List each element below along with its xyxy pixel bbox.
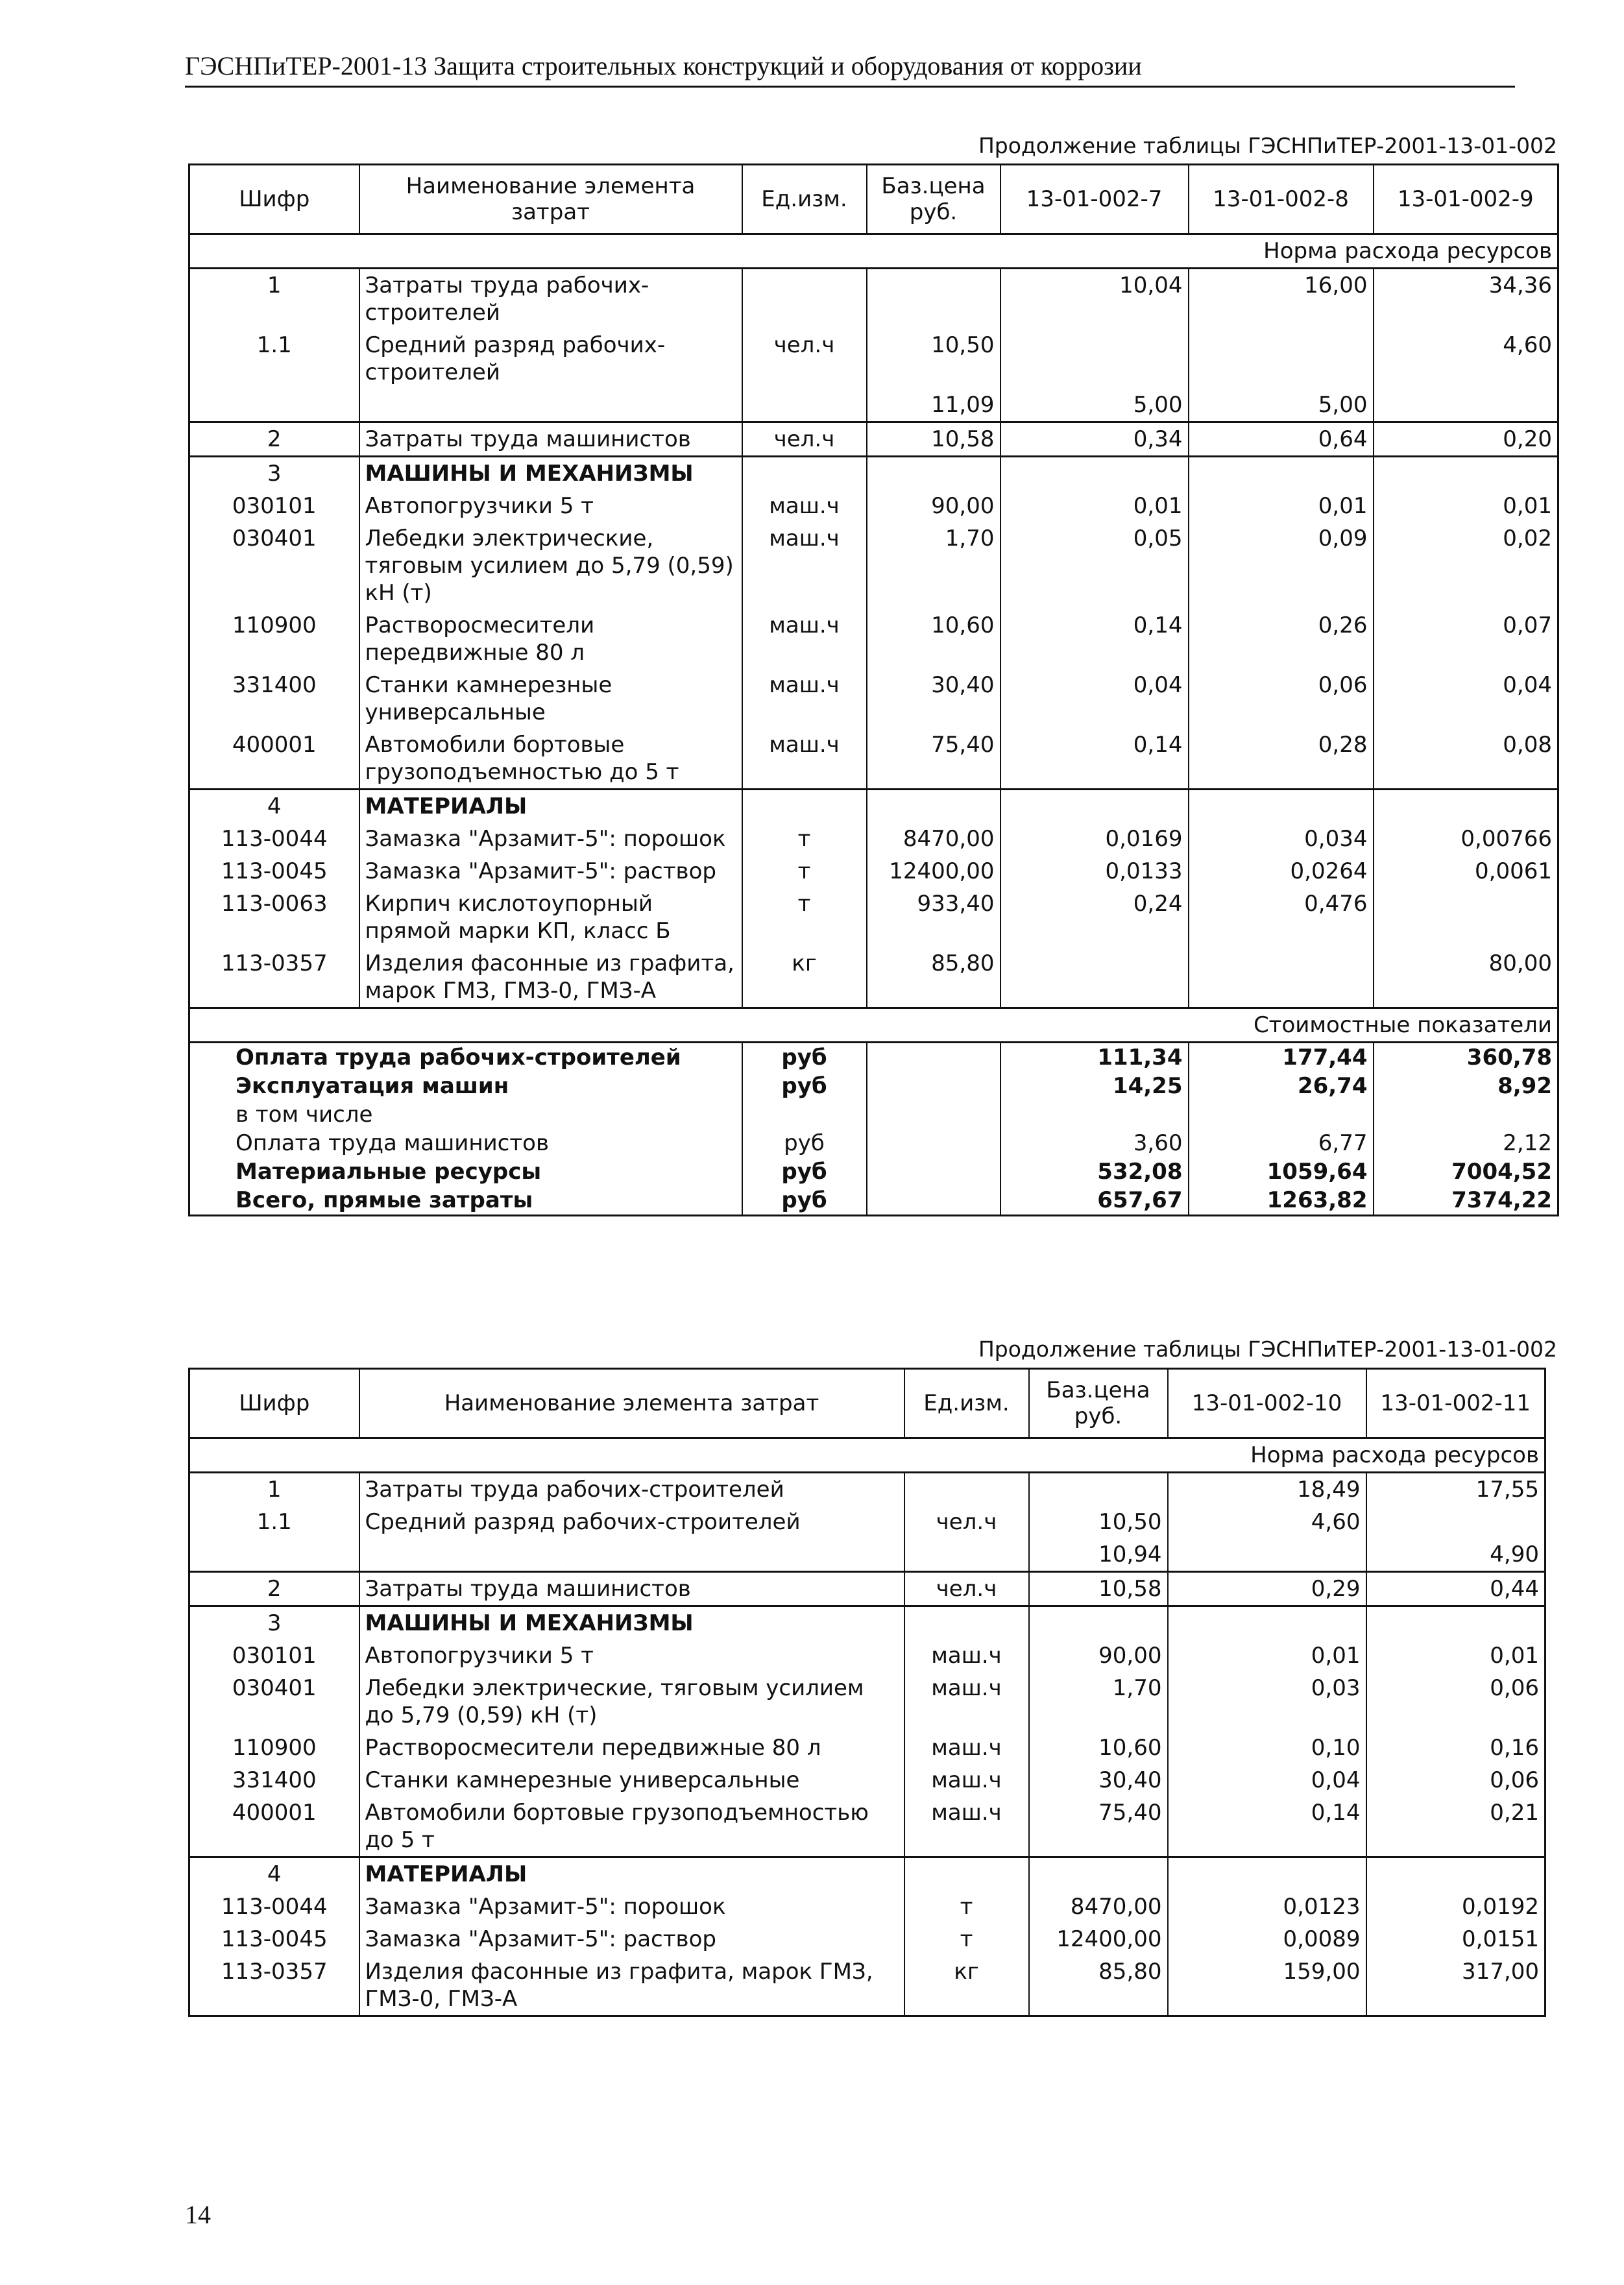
row-price: 1,70 — [867, 522, 1000, 609]
table-row — [189, 609, 1558, 669]
cost-row-value: 1059,64 — [1189, 1157, 1374, 1186]
col-header-unit: Ед.изм. — [904, 1369, 1029, 1438]
table-row — [189, 1764, 1545, 1796]
row-unit: т — [742, 823, 867, 855]
cost-row — [189, 1129, 1558, 1157]
row-unit: т — [904, 1891, 1029, 1923]
row-value: 0,20 — [1374, 422, 1558, 457]
table-row — [189, 729, 1558, 790]
table-row — [189, 855, 1558, 888]
row-name: Автопогрузчики 5 т — [359, 490, 742, 522]
row-value — [1374, 790, 1558, 823]
cost-row-value: 177,44 — [1189, 1043, 1374, 1072]
row-price — [867, 790, 1000, 823]
table-row — [189, 669, 1558, 729]
col-header-price: Баз.цена руб. — [867, 165, 1000, 234]
row-code: 4 — [189, 1857, 359, 1891]
row-code: 113-0357 — [189, 1955, 359, 2016]
col-header-variant: 13-01-002-11 — [1366, 1369, 1545, 1438]
row-value — [1168, 1857, 1366, 1891]
row-unit — [904, 1473, 1029, 1506]
row-price: 10,60 — [1029, 1732, 1168, 1764]
row-price: 30,40 — [867, 669, 1000, 729]
row-code: 1 — [189, 1473, 359, 1506]
page-header: ГЭСНПиТЕР-2001-13 Защита строительных конструкций и оборудования от коррозии — [185, 51, 1142, 80]
cost-row — [189, 1186, 1558, 1216]
row-name: Автопогрузчики 5 т — [359, 1639, 904, 1672]
row-value: 0,01 — [1168, 1639, 1366, 1672]
row-code: 331400 — [189, 1764, 359, 1796]
row-price: 85,80 — [1029, 1955, 1168, 2016]
row-value — [1000, 790, 1189, 823]
row-price: 12400,00 — [1029, 1923, 1168, 1955]
row-code: 113-0044 — [189, 1891, 359, 1923]
table2-caption: Продолжение таблицы ГЭСНПиТЕР-2001-13-01-002 — [978, 1336, 1557, 1362]
table-row — [189, 269, 1558, 330]
row-unit — [742, 790, 867, 823]
cost-row-label: Эксплуатация машин — [189, 1072, 742, 1100]
row-value — [1366, 1606, 1545, 1640]
table-row — [189, 1672, 1545, 1732]
row-unit: кг — [742, 947, 867, 1008]
row-code: 331400 — [189, 669, 359, 729]
row-value: 10,04 — [1000, 269, 1189, 330]
row-value: 0,21 — [1366, 1796, 1545, 1857]
table-row — [189, 1891, 1545, 1923]
row-unit: маш.ч — [742, 729, 867, 790]
cost-row-unit: руб — [742, 1072, 867, 1100]
row-code: 400001 — [189, 1796, 359, 1857]
row-name: Средний разряд рабочих-строителей — [359, 329, 742, 389]
row-code — [189, 389, 359, 422]
row-code: 1 — [189, 269, 359, 330]
row-code: 110900 — [189, 1732, 359, 1764]
row-value: 0,01 — [1366, 1639, 1545, 1672]
cost-row-value: 360,78 — [1374, 1043, 1558, 1072]
row-price — [1029, 1857, 1168, 1891]
row-value: 5,00 — [1000, 389, 1189, 422]
row-name: Лебедки электрические, тяговым усилием до 5,79 (0,59) кН (т) — [359, 1672, 904, 1732]
col-header-variant: 13-01-002-9 — [1374, 165, 1558, 234]
row-value — [1189, 329, 1374, 389]
row-value: 0,09 — [1189, 522, 1374, 609]
row-code: 113-0357 — [189, 947, 359, 1008]
row-value: 80,00 — [1374, 947, 1558, 1008]
row-price — [867, 269, 1000, 330]
row-price: 10,50 — [1029, 1506, 1168, 1538]
cost-row-unit: руб — [742, 1157, 867, 1186]
row-code: 110900 — [189, 609, 359, 669]
table-row — [189, 1955, 1545, 2016]
row-value: 18,49 — [1168, 1473, 1366, 1506]
cost-row-price — [867, 1157, 1000, 1186]
cost-row-unit: руб — [742, 1043, 867, 1072]
row-unit: маш.ч — [904, 1639, 1029, 1672]
table-row — [189, 1473, 1545, 1506]
table-row — [189, 1796, 1545, 1857]
cost-row-value: 111,34 — [1000, 1043, 1189, 1072]
row-code: 4 — [189, 790, 359, 823]
col-header-name: Наименование элемента затрат — [359, 165, 742, 234]
row-value: 5,00 — [1189, 389, 1374, 422]
row-value: 0,28 — [1189, 729, 1374, 790]
row-code: 113-0045 — [189, 1923, 359, 1955]
row-code: 3 — [189, 1606, 359, 1640]
row-value: 0,0151 — [1366, 1923, 1545, 1955]
row-value: 0,05 — [1000, 522, 1189, 609]
table-row — [189, 1606, 1545, 1640]
row-value — [1189, 457, 1374, 490]
table-row — [189, 1857, 1545, 1891]
row-value: 0,07 — [1374, 609, 1558, 669]
row-code: 030101 — [189, 1639, 359, 1672]
row-name: Станки камнерезные универсальные — [359, 1764, 904, 1796]
row-value: 0,06 — [1189, 669, 1374, 729]
row-name: Затраты труда машинистов — [359, 422, 742, 457]
row-value: 0,14 — [1000, 609, 1189, 669]
row-price — [867, 457, 1000, 490]
row-value: 0,14 — [1168, 1796, 1366, 1857]
row-value: 0,00766 — [1374, 823, 1558, 855]
cost-row-value: 8,92 — [1374, 1072, 1558, 1100]
row-unit: чел.ч — [904, 1506, 1029, 1538]
cost-row-label: Оплата труда рабочих-строителей — [189, 1043, 742, 1072]
col-header-variant: 13-01-002-7 — [1000, 165, 1189, 234]
row-unit — [904, 1857, 1029, 1891]
col-header-unit: Ед.изм. — [742, 165, 867, 234]
row-value: 0,06 — [1366, 1672, 1545, 1732]
row-price: 1,70 — [1029, 1672, 1168, 1732]
row-unit: т — [904, 1923, 1029, 1955]
table-row — [189, 1732, 1545, 1764]
row-value: 16,00 — [1189, 269, 1374, 330]
row-name: Замазка "Арзамит-5": раствор — [359, 1923, 904, 1955]
cost-row-value — [1374, 1100, 1558, 1129]
row-value: 0,14 — [1000, 729, 1189, 790]
row-code: 2 — [189, 422, 359, 457]
row-value: 0,01 — [1189, 490, 1374, 522]
cost-row-label: Всего, прямые затраты — [189, 1186, 742, 1216]
row-unit — [742, 457, 867, 490]
row-price: 75,40 — [1029, 1796, 1168, 1857]
row-price: 90,00 — [867, 490, 1000, 522]
cost-row-value: 2,12 — [1374, 1129, 1558, 1157]
row-name: Автомобили бортовые грузоподъемностью до 5 т — [359, 729, 742, 790]
row-value: 0,01 — [1374, 490, 1558, 522]
row-name: Изделия фасонные из графита, марок ГМЗ, ГМЗ-0, ГМЗ-А — [359, 947, 742, 1008]
row-name: Автомобили бортовые грузоподъемностью до 5 т — [359, 1796, 904, 1857]
row-value — [1000, 947, 1189, 1008]
cost-row — [189, 1100, 1558, 1129]
row-unit: маш.ч — [742, 609, 867, 669]
row-price: 10,94 — [1029, 1538, 1168, 1572]
table-row — [189, 1639, 1545, 1672]
norm-spacer — [189, 1438, 1168, 1473]
table-row — [189, 329, 1558, 389]
row-value: 0,26 — [1189, 609, 1374, 669]
row-name: МАТЕРИАЛЫ — [359, 1857, 904, 1891]
row-name: Замазка "Арзамит-5": раствор — [359, 855, 742, 888]
row-code: 030401 — [189, 1672, 359, 1732]
col-header-price: Баз.цена руб. — [1029, 1369, 1168, 1438]
row-unit — [742, 269, 867, 330]
table-row — [189, 947, 1558, 1008]
cost-row — [189, 1043, 1558, 1072]
row-value: 17,55 — [1366, 1473, 1545, 1506]
row-value: 0,0123 — [1168, 1891, 1366, 1923]
row-price: 11,09 — [867, 389, 1000, 422]
row-name: Растворосмесители передвижные 80 л — [359, 1732, 904, 1764]
row-name: Средний разряд рабочих-строителей — [359, 1506, 904, 1538]
row-unit: т — [742, 855, 867, 888]
cost-row-value: 7004,52 — [1374, 1157, 1558, 1186]
table-row — [189, 457, 1558, 490]
row-value: 4,90 — [1366, 1538, 1545, 1572]
table-row — [189, 1506, 1545, 1538]
cost-row-price — [867, 1186, 1000, 1216]
table-row — [189, 1923, 1545, 1955]
table-row — [189, 1572, 1545, 1606]
cost-row-value: 26,74 — [1189, 1072, 1374, 1100]
cost-row-price — [867, 1043, 1000, 1072]
row-unit: маш.ч — [742, 669, 867, 729]
cost-row-unit: руб — [742, 1129, 867, 1157]
row-value: 0,04 — [1000, 669, 1189, 729]
row-name — [359, 1538, 904, 1572]
row-value: 0,10 — [1168, 1732, 1366, 1764]
row-value — [1374, 457, 1558, 490]
cost-row-label: Оплата труда машинистов — [189, 1129, 742, 1157]
row-name: Лебедки электрические, тяговым усилием до 5,79 (0,59) кН (т) — [359, 522, 742, 609]
row-code: 113-0063 — [189, 888, 359, 947]
row-name: МАШИНЫ И МЕХАНИЗМЫ — [359, 1606, 904, 1640]
row-price: 8470,00 — [1029, 1891, 1168, 1923]
cost-label: Стоимостные показатели — [1189, 1008, 1558, 1043]
cost-row-value: 14,25 — [1000, 1072, 1189, 1100]
row-code: 400001 — [189, 729, 359, 790]
cost-row-unit: руб — [742, 1186, 867, 1216]
row-code: 1.1 — [189, 329, 359, 389]
norm-label: Норма расхода ресурсов — [1189, 234, 1558, 269]
row-value: 0,04 — [1374, 669, 1558, 729]
row-value: 0,0264 — [1189, 855, 1374, 888]
cost-row-label: в том числе — [189, 1100, 742, 1129]
table-row — [189, 490, 1558, 522]
row-value: 0,29 — [1168, 1572, 1366, 1606]
row-value: 0,04 — [1168, 1764, 1366, 1796]
col-header-variant: 13-01-002-10 — [1168, 1369, 1366, 1438]
table-row — [189, 1538, 1545, 1572]
row-value: 0,01 — [1000, 490, 1189, 522]
row-unit: маш.ч — [904, 1732, 1029, 1764]
row-value — [1168, 1538, 1366, 1572]
col-header-code: Шифр — [189, 1369, 359, 1438]
row-name: Замазка "Арзамит-5": порошок — [359, 1891, 904, 1923]
cost-row-price — [867, 1100, 1000, 1129]
row-value: 0,64 — [1189, 422, 1374, 457]
row-value — [1374, 888, 1558, 947]
row-value: 4,60 — [1168, 1506, 1366, 1538]
row-value: 4,60 — [1374, 329, 1558, 389]
row-value — [1189, 947, 1374, 1008]
row-name — [359, 389, 742, 422]
row-value — [1366, 1506, 1545, 1538]
row-value: 0,06 — [1366, 1764, 1545, 1796]
row-name: Замазка "Арзамит-5": порошок — [359, 823, 742, 855]
cost-row-value — [1189, 1100, 1374, 1129]
norm-label: Норма расхода ресурсов — [1168, 1438, 1545, 1473]
table-row — [189, 888, 1558, 947]
cost-row-value — [1000, 1100, 1189, 1129]
table-row — [189, 823, 1558, 855]
cost-row-price — [867, 1072, 1000, 1100]
resource-table-2 — [188, 1368, 1546, 2017]
row-value: 0,34 — [1000, 422, 1189, 457]
row-value: 0,16 — [1366, 1732, 1545, 1764]
cost-row-label: Материальные ресурсы — [189, 1157, 742, 1186]
table1-caption: Продолжение таблицы ГЭСНПиТЕР-2001-13-01-002 — [978, 133, 1557, 158]
row-price: 90,00 — [1029, 1639, 1168, 1672]
cost-row-value: 3,60 — [1000, 1129, 1189, 1157]
row-name: Затраты труда рабочих-строителей — [359, 1473, 904, 1506]
row-value: 0,24 — [1000, 888, 1189, 947]
cost-row-value: 1263,82 — [1189, 1186, 1374, 1216]
table-row — [189, 422, 1558, 457]
row-price: 85,80 — [867, 947, 1000, 1008]
row-value: 0,476 — [1189, 888, 1374, 947]
row-unit: чел.ч — [904, 1572, 1029, 1606]
row-value: 0,034 — [1189, 823, 1374, 855]
cost-row-value: 6,77 — [1189, 1129, 1374, 1157]
row-value: 317,00 — [1366, 1955, 1545, 2016]
row-value: 0,0089 — [1168, 1923, 1366, 1955]
cost-row-value: 657,67 — [1000, 1186, 1189, 1216]
row-code: 113-0044 — [189, 823, 359, 855]
row-price: 75,40 — [867, 729, 1000, 790]
row-unit: т — [742, 888, 867, 947]
row-value: 0,02 — [1374, 522, 1558, 609]
cost-row-unit — [742, 1100, 867, 1129]
norm-spacer — [189, 234, 1189, 269]
row-unit — [742, 389, 867, 422]
row-unit: чел.ч — [742, 329, 867, 389]
row-code: 030401 — [189, 522, 359, 609]
row-value: 0,44 — [1366, 1572, 1545, 1606]
row-code: 2 — [189, 1572, 359, 1606]
row-price — [1029, 1606, 1168, 1640]
row-price: 8470,00 — [867, 823, 1000, 855]
cost-row-value: 532,08 — [1000, 1157, 1189, 1186]
row-code: 1.1 — [189, 1506, 359, 1538]
page-number: 14 — [185, 2200, 211, 2229]
row-unit — [904, 1538, 1029, 1572]
row-price: 10,60 — [867, 609, 1000, 669]
row-price: 10,58 — [867, 422, 1000, 457]
row-value — [1000, 457, 1189, 490]
row-value: 0,0192 — [1366, 1891, 1545, 1923]
resource-table-1 — [188, 163, 1559, 1216]
row-price: 10,50 — [867, 329, 1000, 389]
table-row — [189, 522, 1558, 609]
row-value: 0,0061 — [1374, 855, 1558, 888]
row-value — [1366, 1857, 1545, 1891]
row-code — [189, 1538, 359, 1572]
row-name: МАШИНЫ И МЕХАНИЗМЫ — [359, 457, 742, 490]
row-unit: маш.ч — [904, 1672, 1029, 1732]
row-value: 0,0133 — [1000, 855, 1189, 888]
row-price: 30,40 — [1029, 1764, 1168, 1796]
table-row — [189, 389, 1558, 422]
row-unit: маш.ч — [904, 1764, 1029, 1796]
row-unit: маш.ч — [742, 522, 867, 609]
row-name: Растворосмесители передвижные 80 л — [359, 609, 742, 669]
row-unit — [904, 1606, 1029, 1640]
row-value: 0,08 — [1374, 729, 1558, 790]
row-value: 0,0169 — [1000, 823, 1189, 855]
row-value — [1374, 389, 1558, 422]
row-code: 113-0045 — [189, 855, 359, 888]
cost-row-price — [867, 1129, 1000, 1157]
cost-row-value: 7374,22 — [1374, 1186, 1558, 1216]
row-name: Станки камнерезные универсальные — [359, 669, 742, 729]
row-name: Кирпич кислотоупорный прямой марки КП, класс Б — [359, 888, 742, 947]
row-price: 12400,00 — [867, 855, 1000, 888]
col-header-code: Шифр — [189, 165, 359, 234]
row-value — [1168, 1606, 1366, 1640]
table-row — [189, 790, 1558, 823]
row-value: 159,00 — [1168, 1955, 1366, 2016]
row-unit: кг — [904, 1955, 1029, 2016]
row-unit: маш.ч — [904, 1796, 1029, 1857]
row-name: МАТЕРИАЛЫ — [359, 790, 742, 823]
row-value: 34,36 — [1374, 269, 1558, 330]
row-price: 10,58 — [1029, 1572, 1168, 1606]
row-unit: маш.ч — [742, 490, 867, 522]
row-name: Затраты труда машинистов — [359, 1572, 904, 1606]
row-price — [1029, 1473, 1168, 1506]
row-code: 030101 — [189, 490, 359, 522]
row-code: 3 — [189, 457, 359, 490]
col-header-name: Наименование элемента затрат — [359, 1369, 904, 1438]
row-name: Затраты труда рабочих-строителей — [359, 269, 742, 330]
row-name: Изделия фасонные из графита, марок ГМЗ, ГМЗ-0, ГМЗ-А — [359, 1955, 904, 2016]
row-value: 0,03 — [1168, 1672, 1366, 1732]
header-rule — [185, 86, 1515, 88]
row-value — [1189, 790, 1374, 823]
row-value — [1000, 329, 1189, 389]
row-unit: чел.ч — [742, 422, 867, 457]
cost-row — [189, 1157, 1558, 1186]
cost-row — [189, 1072, 1558, 1100]
cost-spacer — [189, 1008, 1189, 1043]
col-header-variant: 13-01-002-8 — [1189, 165, 1374, 234]
row-price: 933,40 — [867, 888, 1000, 947]
